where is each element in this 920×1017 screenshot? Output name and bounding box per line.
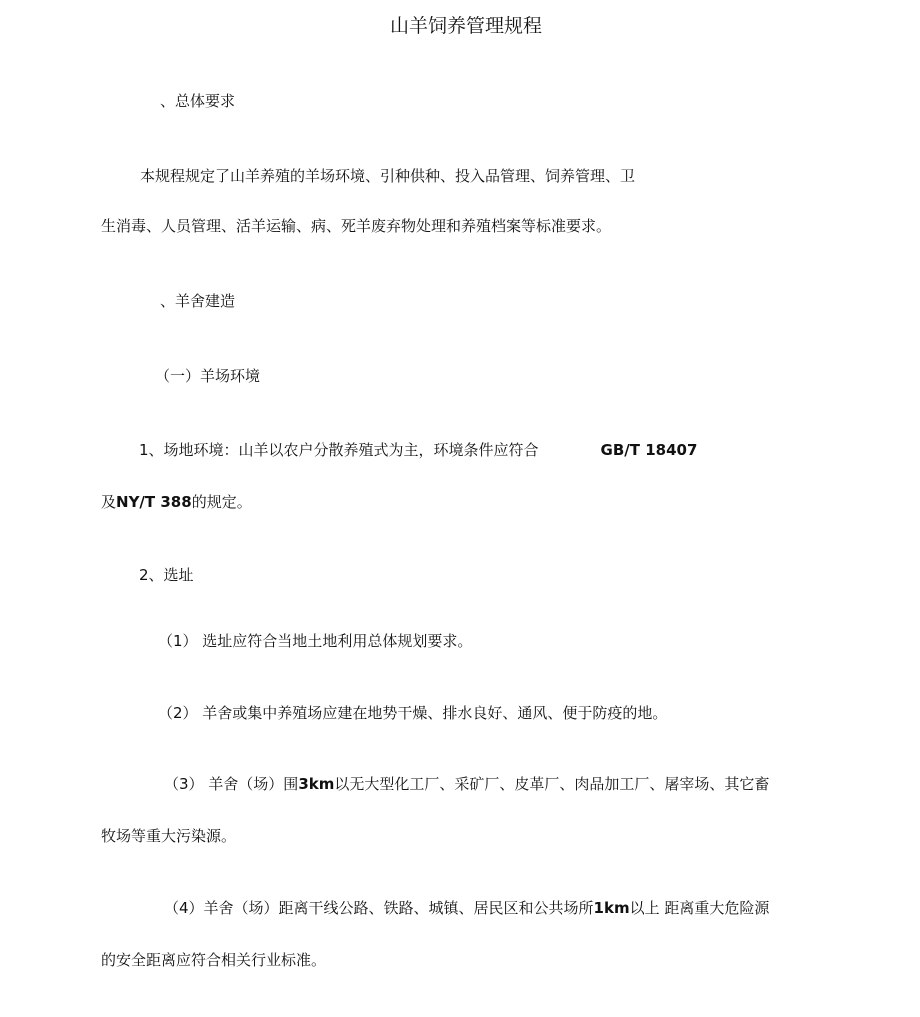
item-site-selection: 2、选址 <box>139 566 194 584</box>
subsection-heading-environment: （一）羊场环境 <box>155 367 261 385</box>
section-heading-construction: 、羊舍建造 <box>160 292 236 310</box>
item-text: 1、场地环境：山羊以农户分散养殖式为主，环境条件应符合 <box>139 441 539 459</box>
distance-value: 3km <box>298 775 335 793</box>
sub-item-4-cont: 的安全距离应符合相关行业标准。 <box>101 951 327 969</box>
item-site-environment-cont <box>101 492 252 512</box>
item-text: 以上 距离重大危险源 <box>629 899 770 917</box>
distance-value: 1km <box>593 899 630 917</box>
standard-code: GB/T 18407 <box>600 441 698 459</box>
item-text: （4）羊舍（场）距离干线公路、铁路、城镇、居民区和公共场所 <box>164 899 594 917</box>
paragraph-line: 本规程规定了山羊养殖的羊场环境、引种供种、投入品管理、饲养管理、卫 <box>140 167 636 185</box>
item-text: 的规定。 <box>191 493 252 511</box>
sub-item-3-cont: 牧场等重大污染源。 <box>101 827 237 845</box>
paragraph-line: 生消毒、人员管理、活羊运输、病、死羊废弃物处理和养殖档案等标准要求。 <box>101 217 612 235</box>
item-text: 以无大型化工厂、采矿厂、皮革厂、肉品加工厂、屠宰场、其它畜 <box>334 775 770 793</box>
item-site-environment <box>139 440 697 460</box>
sub-item-4 <box>164 898 769 918</box>
item-text: （3） 羊舍（场）围 <box>164 775 299 793</box>
item-text: 及 <box>101 493 117 511</box>
sub-item-2: （2） 羊舍或集中养殖场应建在地势干燥、排水良好、通风、便于防疫的地。 <box>158 704 668 722</box>
document-title: 山羊饲养管理规程 <box>389 15 542 37</box>
sub-item-3 <box>164 774 769 794</box>
section-heading-general: 、总体要求 <box>160 92 236 110</box>
sub-item-1: （1） 选址应符合当地土地利用总体规划要求。 <box>158 632 473 650</box>
standard-code: NY/T 388 <box>116 493 192 511</box>
